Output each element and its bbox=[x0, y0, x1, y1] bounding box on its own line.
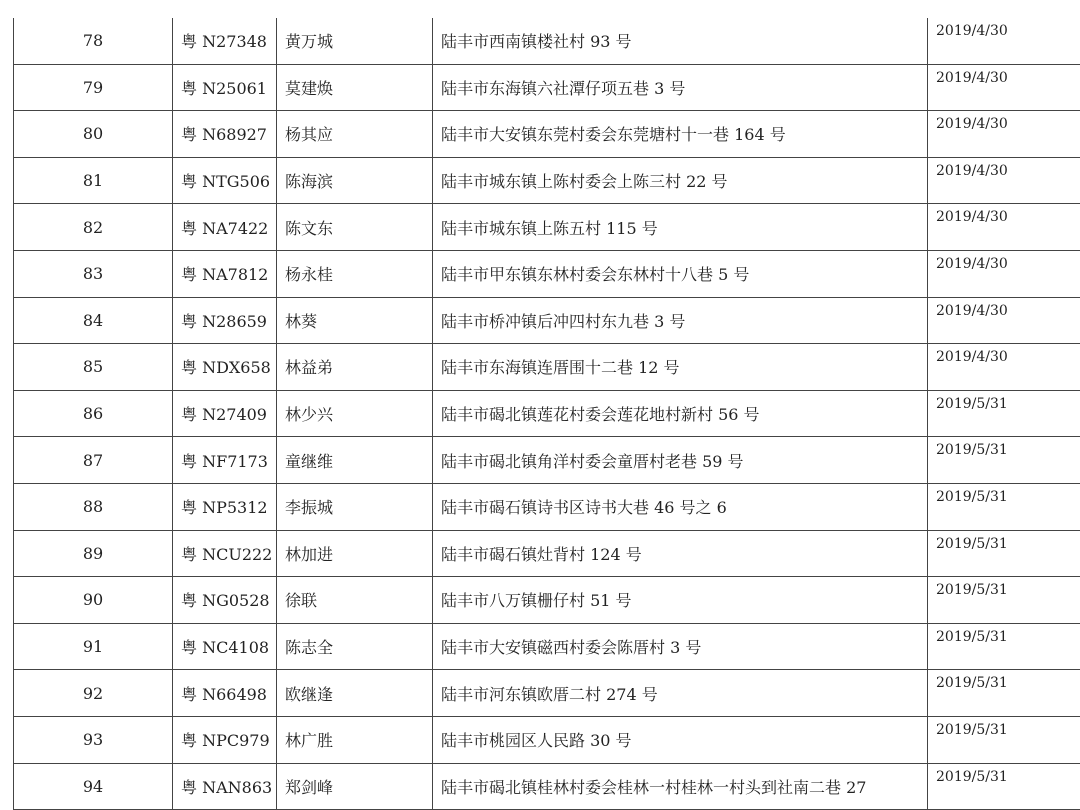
address-cell: 陆丰市八万镇栅仔村 51 号 bbox=[433, 577, 928, 624]
plate-number-cell: 粤 NTG506 bbox=[173, 157, 277, 204]
table-row bbox=[14, 157, 1080, 204]
address-cell: 陆丰市城东镇上陈村委会上陈三村 22 号 bbox=[433, 157, 928, 204]
address-cell: 陆丰市碣北镇莲花村委会莲花地村新村 56 号 bbox=[433, 390, 928, 437]
date-cell: 2019/5/31 bbox=[928, 390, 1080, 437]
row-number-cell: 91 bbox=[14, 623, 173, 670]
address-cell: 陆丰市河东镇欧厝二村 274 号 bbox=[433, 670, 928, 717]
table-row bbox=[14, 763, 1080, 810]
row-number-cell: 89 bbox=[14, 530, 173, 577]
table-row bbox=[14, 204, 1080, 251]
address-cell: 陆丰市碣石镇灶背村 124 号 bbox=[433, 530, 928, 577]
row-number-cell: 85 bbox=[14, 344, 173, 391]
plate-number-cell: 粤 NDX658 bbox=[173, 344, 277, 391]
date-cell: 2019/5/31 bbox=[928, 530, 1080, 577]
row-number-cell: 82 bbox=[14, 204, 173, 251]
address-cell: 陆丰市城东镇上陈五村 115 号 bbox=[433, 204, 928, 251]
date-cell: 2019/4/30 bbox=[928, 111, 1080, 158]
address-cell: 陆丰市碣北镇角洋村委会童厝村老巷 59 号 bbox=[433, 437, 928, 484]
address-cell: 陆丰市碣北镇桂林村委会桂林一村桂林一村头到社南二巷 27 bbox=[433, 763, 928, 810]
row-number-cell: 93 bbox=[14, 716, 173, 763]
owner-name-cell: 陈海滨 bbox=[277, 157, 433, 204]
row-number-cell: 78 bbox=[14, 18, 173, 64]
owner-name-cell: 黄万城 bbox=[277, 18, 433, 64]
record-table-sheet bbox=[13, 18, 1071, 810]
table-row bbox=[14, 623, 1080, 670]
owner-name-cell: 陈文东 bbox=[277, 204, 433, 251]
row-number-cell: 84 bbox=[14, 297, 173, 344]
date-cell: 2019/5/31 bbox=[928, 716, 1080, 763]
table-row bbox=[14, 297, 1080, 344]
plate-number-cell: 粤 NPC979 bbox=[173, 716, 277, 763]
owner-name-cell: 林益弟 bbox=[277, 344, 433, 391]
row-number-cell: 83 bbox=[14, 250, 173, 297]
table-row bbox=[14, 390, 1080, 437]
row-number-cell: 94 bbox=[14, 763, 173, 810]
owner-name-cell: 童继维 bbox=[277, 437, 433, 484]
plate-number-cell: 粤 NCU222 bbox=[173, 530, 277, 577]
table-row bbox=[14, 483, 1080, 530]
table-row bbox=[14, 716, 1080, 763]
owner-name-cell: 徐联 bbox=[277, 577, 433, 624]
record-table bbox=[13, 18, 1080, 810]
owner-name-cell: 林加进 bbox=[277, 530, 433, 577]
plate-number-cell: 粤 N25061 bbox=[173, 64, 277, 111]
owner-name-cell: 李振城 bbox=[277, 483, 433, 530]
plate-number-cell: 粤 NA7422 bbox=[173, 204, 277, 251]
plate-number-cell: 粤 N27348 bbox=[173, 18, 277, 64]
row-number-cell: 88 bbox=[14, 483, 173, 530]
date-cell: 2019/5/31 bbox=[928, 577, 1080, 624]
owner-name-cell: 杨其应 bbox=[277, 111, 433, 158]
plate-number-cell: 粤 NA7812 bbox=[173, 250, 277, 297]
address-cell: 陆丰市东海镇六社潭仔项五巷 3 号 bbox=[433, 64, 928, 111]
date-cell: 2019/5/31 bbox=[928, 623, 1080, 670]
date-cell: 2019/5/31 bbox=[928, 763, 1080, 810]
plate-number-cell: 粤 NC4108 bbox=[173, 623, 277, 670]
table-row bbox=[14, 577, 1080, 624]
date-cell: 2019/5/31 bbox=[928, 437, 1080, 484]
date-cell: 2019/5/31 bbox=[928, 670, 1080, 717]
table-row bbox=[14, 18, 1080, 64]
date-cell: 2019/4/30 bbox=[928, 344, 1080, 391]
row-number-cell: 79 bbox=[14, 64, 173, 111]
row-number-cell: 80 bbox=[14, 111, 173, 158]
owner-name-cell: 杨永桂 bbox=[277, 250, 433, 297]
address-cell: 陆丰市碣石镇诗书区诗书大巷 46 号之 6 bbox=[433, 483, 928, 530]
plate-number-cell: 粤 N28659 bbox=[173, 297, 277, 344]
date-cell: 2019/4/30 bbox=[928, 204, 1080, 251]
owner-name-cell: 陈志全 bbox=[277, 623, 433, 670]
table-row bbox=[14, 670, 1080, 717]
row-number-cell: 81 bbox=[14, 157, 173, 204]
plate-number-cell: 粤 NAN863 bbox=[173, 763, 277, 810]
record-table-body bbox=[14, 18, 1080, 810]
row-number-cell: 92 bbox=[14, 670, 173, 717]
date-cell: 2019/4/30 bbox=[928, 297, 1080, 344]
plate-number-cell: 粤 N68927 bbox=[173, 111, 277, 158]
owner-name-cell: 欧继逢 bbox=[277, 670, 433, 717]
row-number-cell: 86 bbox=[14, 390, 173, 437]
plate-number-cell: 粤 N27409 bbox=[173, 390, 277, 437]
row-number-cell: 90 bbox=[14, 577, 173, 624]
plate-number-cell: 粤 NG0528 bbox=[173, 577, 277, 624]
table-row bbox=[14, 530, 1080, 577]
date-cell: 2019/5/31 bbox=[928, 483, 1080, 530]
plate-number-cell: 粤 NF7173 bbox=[173, 437, 277, 484]
owner-name-cell: 林葵 bbox=[277, 297, 433, 344]
plate-number-cell: 粤 NP5312 bbox=[173, 483, 277, 530]
table-row bbox=[14, 344, 1080, 391]
plate-number-cell: 粤 N66498 bbox=[173, 670, 277, 717]
date-cell: 2019/4/30 bbox=[928, 18, 1080, 64]
address-cell: 陆丰市桃园区人民路 30 号 bbox=[433, 716, 928, 763]
owner-name-cell: 林广胜 bbox=[277, 716, 433, 763]
table-row bbox=[14, 250, 1080, 297]
owner-name-cell: 莫建焕 bbox=[277, 64, 433, 111]
row-number-cell: 87 bbox=[14, 437, 173, 484]
table-row bbox=[14, 437, 1080, 484]
address-cell: 陆丰市大安镇磁西村委会陈厝村 3 号 bbox=[433, 623, 928, 670]
table-row bbox=[14, 64, 1080, 111]
owner-name-cell: 林少兴 bbox=[277, 390, 433, 437]
date-cell: 2019/4/30 bbox=[928, 64, 1080, 111]
address-cell: 陆丰市西南镇楼社村 93 号 bbox=[433, 18, 928, 64]
address-cell: 陆丰市大安镇东莞村委会东莞塘村十一巷 164 号 bbox=[433, 111, 928, 158]
address-cell: 陆丰市甲东镇东林村委会东林村十八巷 5 号 bbox=[433, 250, 928, 297]
owner-name-cell: 郑剑峰 bbox=[277, 763, 433, 810]
date-cell: 2019/4/30 bbox=[928, 250, 1080, 297]
address-cell: 陆丰市东海镇连厝围十二巷 12 号 bbox=[433, 344, 928, 391]
date-cell: 2019/4/30 bbox=[928, 157, 1080, 204]
address-cell: 陆丰市桥冲镇后冲四村东九巷 3 号 bbox=[433, 297, 928, 344]
table-row bbox=[14, 111, 1080, 158]
